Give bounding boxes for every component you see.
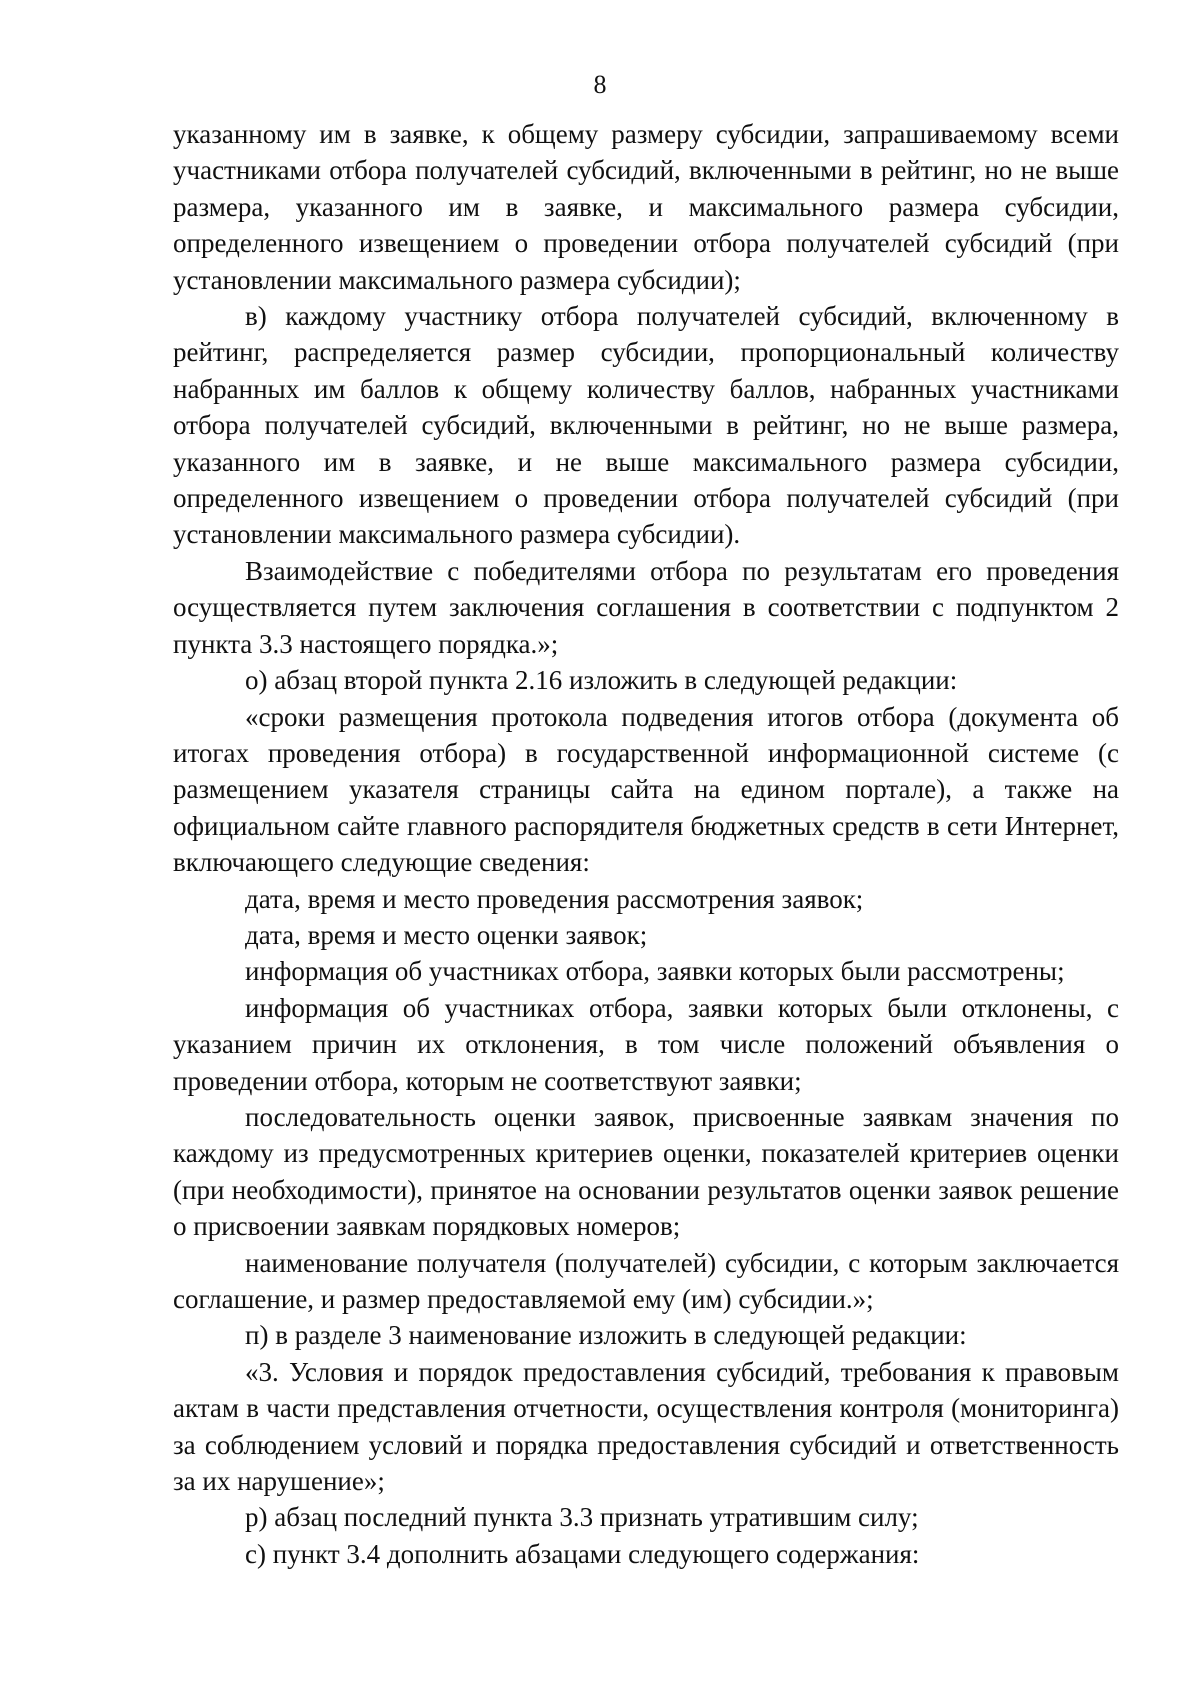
- paragraph: указанному им в заявке, к общему размеру субсидии, запрашиваемому всеми участниками отбора получателей субсидий, включенными в рейтинг, но не выше размера, указанного им в заявке, и максимального размера субсидии, определенного извещением о проведении отбора получателей субсидий (при установлении максимального размера субсидии);: [173, 119, 1119, 295]
- document-body: [173, 116, 1119, 1572]
- paragraph: последовательность оценки заявок, присвоенные заявкам значения по каждому из предусмотренных критериев оценки, показателей критериев оценки (при необходимости), принятое на основании результатов оценки заявок решение о присвоении заявкам порядковых номеров;: [173, 1101, 1119, 1242]
- paragraph: о) абзац второй пункта 2.16 изложить в следующей редакции:: [245, 665, 958, 696]
- paragraph: п) в разделе 3 наименование изложить в следующей редакции:: [245, 1320, 967, 1351]
- paragraph: информация об участниках отбора, заявки которых были рассмотрены;: [245, 956, 1065, 987]
- paragraph: дата, время и место оценки заявок;: [245, 919, 648, 950]
- paragraph: «сроки размещения протокола подведения итогов отбора (документа об итогах проведения отбора) в государственной информационной системе (с размещением указателя страницы сайта на едином портале), а также на официальном сайте главного распорядителя бюджетных средств в сети Интернет, включающего следующие сведения:: [173, 701, 1119, 878]
- paragraph: «3. Условия и порядок предоставления субсидий, требования к правовым актам в части представления отчетности, осуществления контроля (мониторинга) за соблюдением условий и порядка предоставления субсидий и ответственность за их нарушение»;: [173, 1356, 1119, 1497]
- paragraph: Взаимодействие с победителями отбора по результатам его проведения осуществляется путем заключения соглашения в соответствии с подпунктом 2 пункта 3.3 настоящего порядка.»;: [173, 555, 1119, 659]
- paragraph: информация об участниках отбора, заявки которых были отклонены, с указанием причин их отклонения, в том числе положений объявления о проведении отбора, которым не соответствуют заявки;: [173, 992, 1119, 1096]
- page-number: 8: [593, 70, 607, 99]
- paragraph: с) пункт 3.4 дополнить абзацами следующего содержания:: [245, 1538, 920, 1569]
- paragraph: дата, время и место проведения рассмотрения заявок;: [245, 883, 864, 914]
- paragraph: р) абзац последний пункта 3.3 признать утратившим силу;: [245, 1502, 919, 1533]
- paragraph: наименование получателя (получателей) субсидии, с которым заключается соглашение, и размер предоставляемой ему (им) субсидии.»;: [173, 1247, 1119, 1314]
- paragraph: в) каждому участнику отбора получателей субсидий, включенному в рейтинг, распределяется размер субсидии, пропорциональный количеству набранных им баллов к общему количеству баллов, набранных участниками отбора получателей субсидий, включенными в рейтинг, но не выше размера, указанного им в заявке, и не выше максимального размера субсидии, определенного извещением о проведении отбора получателей субсидий (при установлении максимального размера субсидии).: [173, 301, 1119, 550]
